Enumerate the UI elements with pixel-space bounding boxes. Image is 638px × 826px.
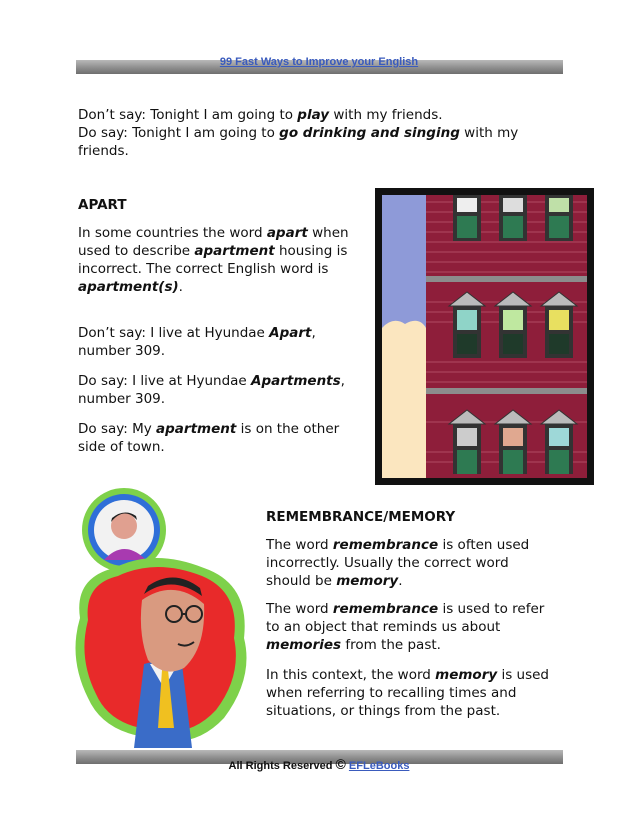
man-remembering-illustration xyxy=(74,488,254,750)
apart-example-2: Do say: I live at Hyundae Apartments, number 309. xyxy=(78,373,345,407)
copyright-icon: © xyxy=(335,756,346,772)
apart-paragraph: In some countries the word apart when used to describe apartment housing is incorrect. The correct English word is apartment(s). xyxy=(78,225,349,295)
footer-rights-text: All Rights Reserved xyxy=(228,760,336,772)
intro-text: Don’t say: Tonight I am going to play with my friends. Do say: Tonight I am going to go drinking and singing with my friends. xyxy=(78,107,519,159)
apartment-building-illustration xyxy=(375,188,594,485)
remembrance-heading: REMEMBRANCE/MEMORY xyxy=(266,509,456,525)
apart-example-3: Do say: My apartment is on the other side of town. xyxy=(78,421,340,455)
remembrance-paragraph-1: The word remembrance is often used incorrectly. Usually the correct word should be memory. xyxy=(266,537,530,589)
header-title-link[interactable]: 99 Fast Ways to Improve your English xyxy=(219,56,419,68)
remembrance-paragraph-2: The word remembrance is used to refer to an object that reminds us about memories from the past. xyxy=(266,601,545,653)
remembrance-paragraph-3: In this context, the word memory is used when referring to recalling times and situations, or things from the past. xyxy=(266,667,550,719)
apart-heading: APART xyxy=(78,197,127,213)
footer-link-eflebooks[interactable]: EFLeBooks xyxy=(348,760,410,772)
footer-copyright xyxy=(0,756,638,772)
apart-example-1: Don’t say: I live at Hyundae Apart, number 309. xyxy=(78,325,316,359)
